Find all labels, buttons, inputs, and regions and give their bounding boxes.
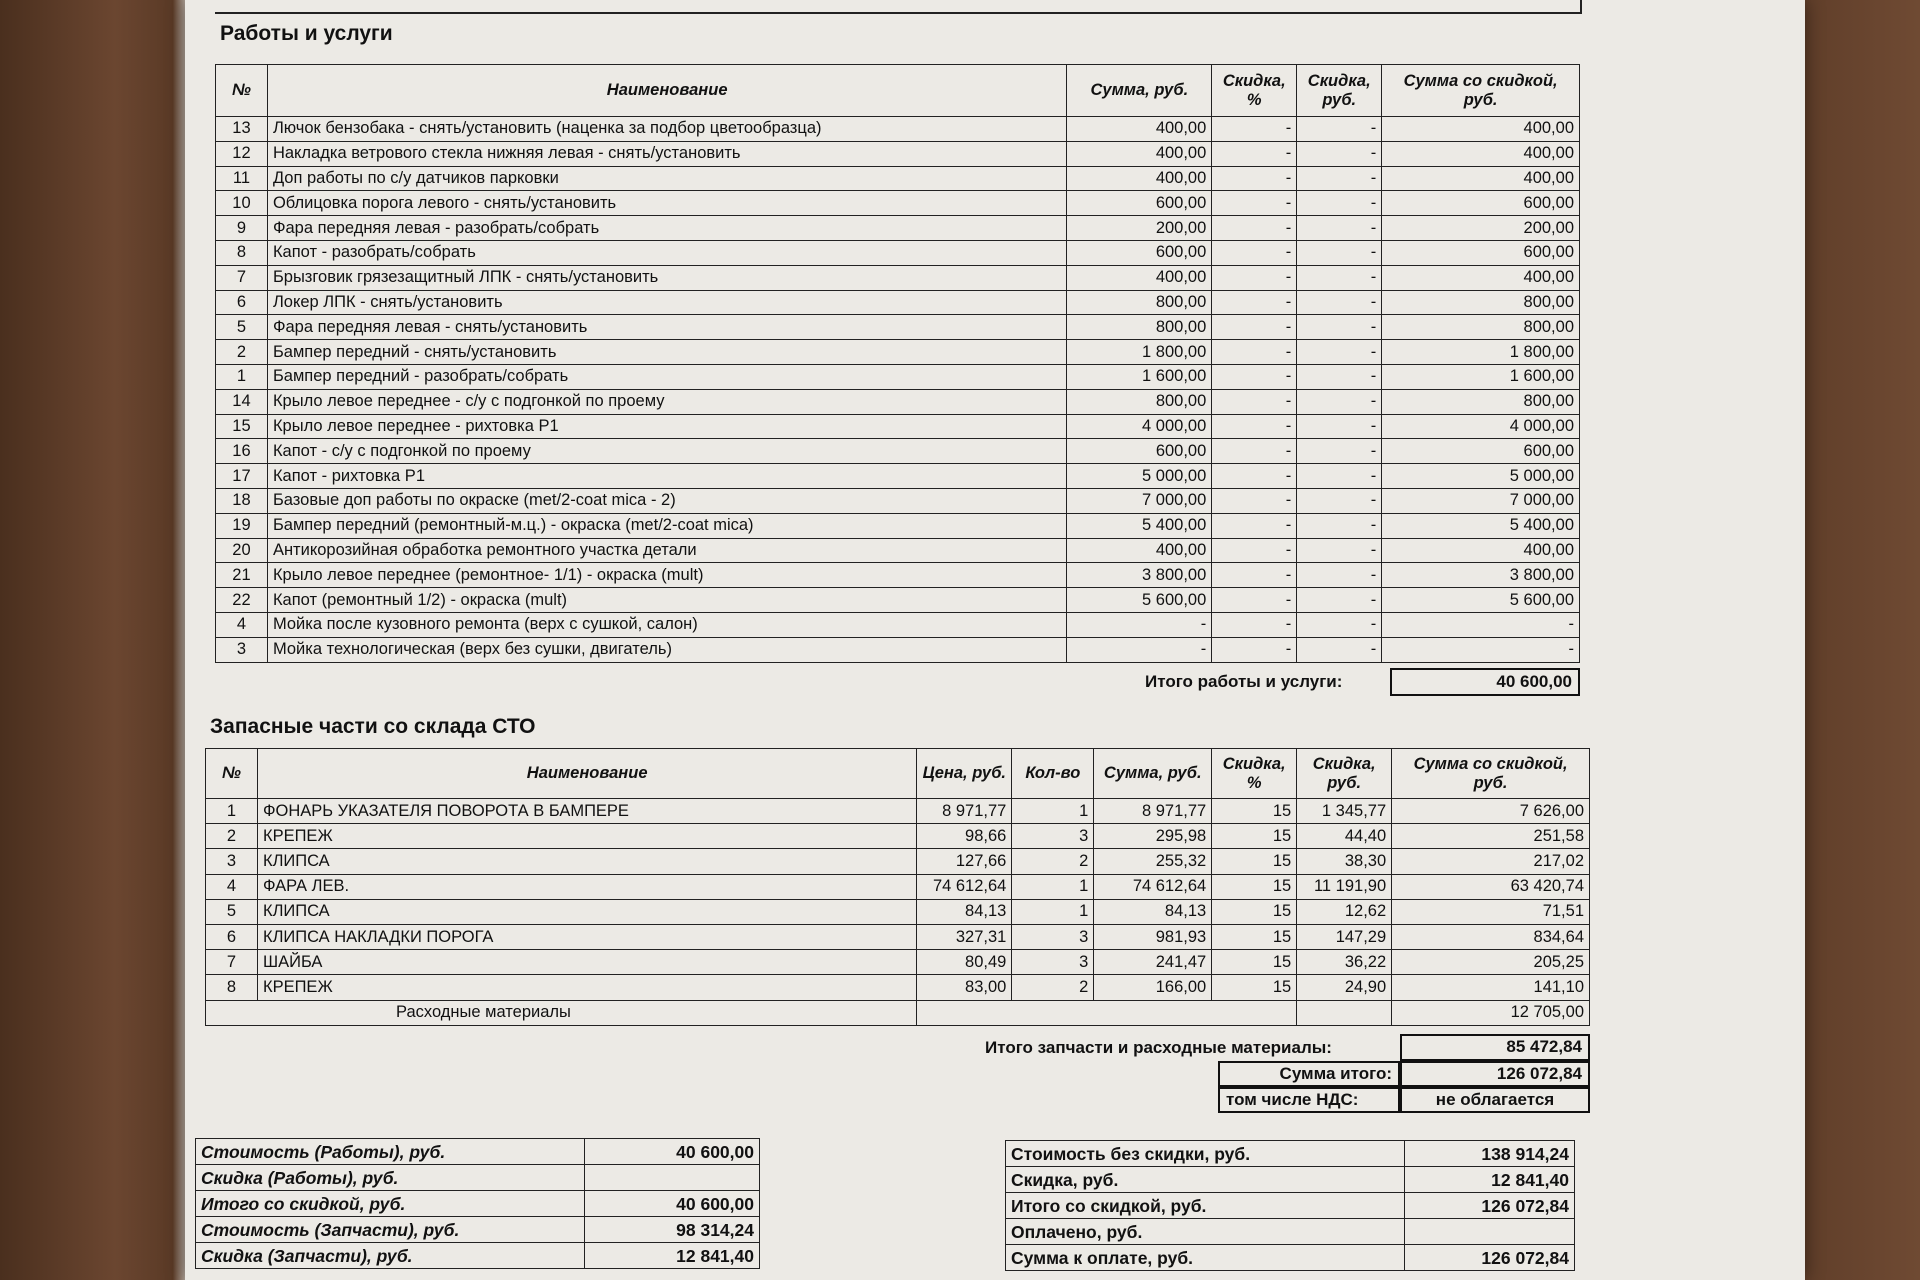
works-header-disc-rub: Скидка, руб. [1297,65,1382,117]
part-qty: 1 [1012,799,1094,824]
part-discount-pct: 15 [1212,824,1297,849]
work-sum: 5 600,00 [1067,588,1212,613]
summary-row [196,1139,760,1165]
work-discount-pct: - [1212,117,1297,142]
work-sum: 5 400,00 [1067,513,1212,538]
work-name: Фара передняя левая - разобрать/собрать [267,216,1066,241]
table-row [216,315,1580,340]
work-discount-rub: - [1297,513,1382,538]
table-row [216,166,1580,191]
work-sum: 3 800,00 [1067,563,1212,588]
row-number: 21 [216,563,268,588]
work-discount-rub: - [1297,166,1382,191]
part-price: 8 971,77 [917,799,1012,824]
parts-section-title: Запасные части со склада СТО [210,715,536,738]
part-price: 98,66 [917,824,1012,849]
part-qty: 3 [1012,824,1094,849]
part-discount-rub: 38,30 [1297,849,1392,874]
table-row [206,924,1590,949]
work-discount-rub: - [1297,439,1382,464]
summary-right-table [1005,1140,1575,1271]
part-discount-rub: 44,40 [1297,824,1392,849]
work-sum: 400,00 [1067,265,1212,290]
summary-value: 12 841,40 [1405,1167,1575,1193]
part-qty: 3 [1012,924,1094,949]
parts-header-disc-rub: Скидка, руб. [1297,749,1392,799]
row-number: 22 [216,588,268,613]
work-discount-pct: - [1212,364,1297,389]
work-discount-pct: - [1212,216,1297,241]
work-sum: 7 000,00 [1067,488,1212,513]
summary-row [1006,1167,1575,1193]
row-number: 4 [206,874,258,899]
table-row [216,364,1580,389]
table-row [216,588,1580,613]
work-name: Базовые доп работы по окраске (met/2-coat mica - 2) [267,488,1066,513]
work-discount-rub: - [1297,637,1382,662]
document-sheet [185,0,1805,1280]
row-number: 6 [216,290,268,315]
work-sum: 400,00 [1067,141,1212,166]
parts-header-name: Наименование [257,749,916,799]
part-sum: 84,13 [1094,899,1212,924]
part-discount-pct: 15 [1212,924,1297,949]
work-discount-rub: - [1297,315,1382,340]
work-name: Капот - рихтовка Р1 [267,464,1066,489]
part-total: 141,10 [1392,975,1590,1000]
table-row [216,464,1580,489]
table-row [206,799,1590,824]
work-total: 7 000,00 [1382,488,1580,513]
summary-row [1006,1141,1575,1167]
top-border [215,0,1582,14]
summary-value: 40 600,00 [585,1191,760,1217]
work-name: Капот - с/у с подгонкой по проему [267,439,1066,464]
part-name: КРЕПЕЖ [257,824,916,849]
work-name: Брызговик грязезащитный ЛПК - снять/установить [267,265,1066,290]
part-name: КЛИПСА НАКЛАДКИ ПОРОГА [257,924,916,949]
work-discount-pct: - [1212,166,1297,191]
work-total: 400,00 [1382,166,1580,191]
part-sum: 166,00 [1094,975,1212,1000]
work-discount-pct: - [1212,588,1297,613]
work-sum: 200,00 [1067,216,1212,241]
part-total: 217,02 [1392,849,1590,874]
work-sum: 600,00 [1067,439,1212,464]
work-total: 600,00 [1382,240,1580,265]
work-discount-pct: - [1212,340,1297,365]
table-row [216,290,1580,315]
work-name: Антикорозийная обработка ремонтного участка детали [267,538,1066,563]
table-row [216,191,1580,216]
work-discount-rub: - [1297,240,1382,265]
table-row [216,439,1580,464]
part-price: 80,49 [917,950,1012,975]
work-total: 400,00 [1382,141,1580,166]
work-discount-pct: - [1212,290,1297,315]
work-name: Капот - разобрать/собрать [267,240,1066,265]
row-number: 5 [206,899,258,924]
work-discount-pct: - [1212,191,1297,216]
parts-total-label: Итого запчасти и расходные материалы: [985,1038,1332,1057]
work-name: Капот (ремонтный 1/2) - окраска (mult) [267,588,1066,613]
summary-value: 12 841,40 [585,1243,760,1269]
work-name: Мойка технологическая (верх без сушки, двигатель) [267,637,1066,662]
part-discount-rub: 1 345,77 [1297,799,1392,824]
table-row [216,141,1580,166]
work-total: 1 600,00 [1382,364,1580,389]
parts-header-price: Цена, руб. [917,749,1012,799]
works-header-no: № [216,65,268,117]
work-name: Бампер передний (ремонтный-м.ц.) - окраска (met/2-coat mica) [267,513,1066,538]
work-discount-pct: - [1212,265,1297,290]
table-row [216,389,1580,414]
part-sum: 295,98 [1094,824,1212,849]
works-table [215,64,1580,663]
part-name: КРЕПЕЖ [257,975,916,1000]
work-total: 5 400,00 [1382,513,1580,538]
row-number: 14 [216,389,268,414]
work-total: 5 000,00 [1382,464,1580,489]
row-number: 10 [216,191,268,216]
parts-header-total: Сумма со скидкой, руб. [1392,749,1590,799]
row-number: 1 [216,364,268,389]
work-discount-rub: - [1297,117,1382,142]
part-price: 84,13 [917,899,1012,924]
work-discount-rub: - [1297,290,1382,315]
work-discount-pct: - [1212,612,1297,637]
part-price: 83,00 [917,975,1012,1000]
summary-label: Итого со скидкой, руб. [196,1191,585,1217]
row-number: 5 [216,315,268,340]
summary-value [585,1165,760,1191]
work-discount-pct: - [1212,414,1297,439]
work-discount-rub: - [1297,216,1382,241]
table-row [216,612,1580,637]
summary-value: 126 072,84 [1405,1245,1575,1271]
row-number: 19 [216,513,268,538]
part-discount-rub: 24,90 [1297,975,1392,1000]
table-row [216,414,1580,439]
part-qty: 2 [1012,975,1094,1000]
row-number: 9 [216,216,268,241]
part-total: 251,58 [1392,824,1590,849]
work-sum: 800,00 [1067,315,1212,340]
work-discount-pct: - [1212,464,1297,489]
part-name: КЛИПСА [257,849,916,874]
work-name: Крыло левое переднее (ремонтное- 1/1) - окраска (mult) [267,563,1066,588]
work-name: Бампер передний - разобрать/собрать [267,364,1066,389]
row-number: 13 [216,117,268,142]
summary-label: Скидка, руб. [1006,1167,1405,1193]
work-name: Фара передняя левая - снять/установить [267,315,1066,340]
part-discount-pct: 15 [1212,950,1297,975]
summary-label: Сумма к оплате, руб. [1006,1245,1405,1271]
summary-row [196,1165,760,1191]
part-total: 63 420,74 [1392,874,1590,899]
part-qty: 1 [1012,899,1094,924]
work-total: 5 600,00 [1382,588,1580,613]
work-name: Доп работы по с/у датчиков парковки [267,166,1066,191]
part-sum: 255,32 [1094,849,1212,874]
table-row [216,117,1580,142]
work-total: 800,00 [1382,315,1580,340]
table-row [206,975,1590,1000]
row-number: 2 [216,340,268,365]
part-discount-rub: 12,62 [1297,899,1392,924]
table-row [206,950,1590,975]
grand-total-value: 126 072,84 [1400,1061,1590,1087]
work-total: 800,00 [1382,389,1580,414]
part-price: 127,66 [917,849,1012,874]
part-discount-rub: 11 191,90 [1297,874,1392,899]
work-total: 600,00 [1382,439,1580,464]
work-sum: 400,00 [1067,166,1212,191]
row-number: 7 [206,950,258,975]
work-total: 400,00 [1382,538,1580,563]
work-name: Мойка после кузовного ремонта (верх с сушкой, салон) [267,612,1066,637]
work-sum: 400,00 [1067,117,1212,142]
row-number: 2 [206,824,258,849]
part-price: 74 612,64 [917,874,1012,899]
part-discount-pct: 15 [1212,799,1297,824]
row-number: 8 [216,240,268,265]
summary-label: Скидка (Работы), руб. [196,1165,585,1191]
part-name: ШАЙБА [257,950,916,975]
work-sum: 800,00 [1067,290,1212,315]
summary-value: 126 072,84 [1405,1193,1575,1219]
part-sum: 981,93 [1094,924,1212,949]
work-discount-rub: - [1297,464,1382,489]
row-number: 16 [216,439,268,464]
summary-label: Итого со скидкой, руб. [1006,1193,1405,1219]
part-sum: 8 971,77 [1094,799,1212,824]
part-qty: 2 [1012,849,1094,874]
part-sum: 241,47 [1094,950,1212,975]
work-name: Лючок бензобака - снять/установить (наценка за подбор цветообразца) [267,117,1066,142]
row-number: 7 [216,265,268,290]
work-total: 1 800,00 [1382,340,1580,365]
row-number: 3 [216,637,268,662]
work-discount-rub: - [1297,414,1382,439]
part-qty: 3 [1012,950,1094,975]
summary-row [1006,1219,1575,1245]
works-section-title: Работы и услуги [220,22,393,45]
table-row [206,874,1590,899]
row-number: 17 [216,464,268,489]
work-discount-rub: - [1297,364,1382,389]
work-name: Локер ЛПК - снять/установить [267,290,1066,315]
work-discount-pct: - [1212,315,1297,340]
work-name: Облицовка порога левого - снять/установить [267,191,1066,216]
parts-header-disc-pct: Скидка, % [1212,749,1297,799]
row-number: 18 [216,488,268,513]
consumables-value: 12 705,00 [1392,1000,1590,1025]
part-total: 71,51 [1392,899,1590,924]
work-discount-rub: - [1297,389,1382,414]
table-row [216,240,1580,265]
table-row [216,340,1580,365]
vat-label: том числе НДС: [1218,1087,1400,1113]
work-discount-rub: - [1297,191,1382,216]
work-total: - [1382,637,1580,662]
part-total: 834,64 [1392,924,1590,949]
work-discount-pct: - [1212,637,1297,662]
work-discount-pct: - [1212,538,1297,563]
part-total: 205,25 [1392,950,1590,975]
work-discount-rub: - [1297,538,1382,563]
work-total: 3 800,00 [1382,563,1580,588]
row-number: 4 [216,612,268,637]
work-total: - [1382,612,1580,637]
works-header-total: Сумма со скидкой, руб. [1382,65,1580,117]
work-discount-rub: - [1297,340,1382,365]
table-row [216,265,1580,290]
part-discount-rub: 36,22 [1297,950,1392,975]
work-sum: 400,00 [1067,538,1212,563]
work-sum: 1 600,00 [1067,364,1212,389]
row-number: 15 [216,414,268,439]
part-discount-pct: 15 [1212,849,1297,874]
part-total: 7 626,00 [1392,799,1590,824]
summary-label: Скидка (Запчасти), руб. [196,1243,585,1269]
work-total: 800,00 [1382,290,1580,315]
table-row [216,563,1580,588]
table-row [206,849,1590,874]
table-row [216,538,1580,563]
works-total-label: Итого работы и услуги: [1145,672,1343,691]
summary-value: 98 314,24 [585,1217,760,1243]
work-sum: 1 800,00 [1067,340,1212,365]
consumables-row [206,1000,1590,1025]
row-number: 3 [206,849,258,874]
work-sum: 600,00 [1067,191,1212,216]
part-discount-rub: 147,29 [1297,924,1392,949]
row-number: 8 [206,975,258,1000]
work-discount-rub: - [1297,563,1382,588]
summary-row [196,1217,760,1243]
work-total: 600,00 [1382,191,1580,216]
work-sum: 600,00 [1067,240,1212,265]
part-discount-pct: 15 [1212,874,1297,899]
summary-row [196,1243,760,1269]
work-name: Крыло левое переднее - с/у с подгонкой по проему [267,389,1066,414]
row-number: 1 [206,799,258,824]
work-discount-pct: - [1212,563,1297,588]
table-row [216,216,1580,241]
work-name: Накладка ветрового стекла нижняя левая - снять/установить [267,141,1066,166]
work-discount-pct: - [1212,141,1297,166]
summary-label: Стоимость без скидки, руб. [1006,1141,1405,1167]
work-name: Крыло левое переднее - рихтовка Р1 [267,414,1066,439]
part-name: КЛИПСА [257,899,916,924]
works-total-value: 40 600,00 [1390,668,1580,696]
summary-row [1006,1245,1575,1271]
table-row [216,513,1580,538]
row-number: 20 [216,538,268,563]
row-number: 6 [206,924,258,949]
summary-value: 40 600,00 [585,1139,760,1165]
part-price: 327,31 [917,924,1012,949]
work-discount-pct: - [1212,439,1297,464]
row-number: 12 [216,141,268,166]
parts-table [205,748,1590,1026]
work-discount-rub: - [1297,141,1382,166]
work-discount-rub: - [1297,588,1382,613]
works-header-name: Наименование [267,65,1066,117]
part-qty: 1 [1012,874,1094,899]
work-sum: - [1067,637,1212,662]
summary-left-table [195,1138,760,1269]
works-header-disc-pct: Скидка, % [1212,65,1297,117]
summary-row [196,1191,760,1217]
table-row [216,488,1580,513]
parts-header-qty: Кол-во [1012,749,1094,799]
consumables-label: Расходные материалы [206,1000,917,1025]
summary-value [1405,1219,1575,1245]
part-sum: 74 612,64 [1094,874,1212,899]
part-discount-pct: 15 [1212,899,1297,924]
summary-label: Оплачено, руб. [1006,1219,1405,1245]
table-row [216,637,1580,662]
works-header-sum: Сумма, руб. [1067,65,1212,117]
part-name: ФАРА ЛЕВ. [257,874,916,899]
vat-value: не облагается [1400,1087,1590,1113]
table-row [206,824,1590,849]
work-discount-pct: - [1212,389,1297,414]
work-discount-rub: - [1297,265,1382,290]
work-sum: - [1067,612,1212,637]
parts-total-value: 85 472,84 [1400,1034,1590,1061]
work-discount-rub: - [1297,488,1382,513]
summary-label: Стоимость (Работы), руб. [196,1139,585,1165]
work-sum: 5 000,00 [1067,464,1212,489]
work-total: 400,00 [1382,265,1580,290]
work-discount-pct: - [1212,513,1297,538]
work-sum: 800,00 [1067,389,1212,414]
work-total: 4 000,00 [1382,414,1580,439]
work-discount-pct: - [1212,488,1297,513]
row-number: 11 [216,166,268,191]
summary-value: 138 914,24 [1405,1141,1575,1167]
part-discount-pct: 15 [1212,975,1297,1000]
parts-header-no: № [206,749,258,799]
summary-row [1006,1193,1575,1219]
grand-total-label: Сумма итого: [1218,1061,1400,1087]
work-discount-pct: - [1212,240,1297,265]
table-row [206,899,1590,924]
summary-label: Стоимость (Запчасти), руб. [196,1217,585,1243]
parts-header-sum: Сумма, руб. [1094,749,1212,799]
work-name: Бампер передний - снять/установить [267,340,1066,365]
part-name: ФОНАРЬ УКАЗАТЕЛЯ ПОВОРОТА В БАМПЕРЕ [257,799,916,824]
work-sum: 4 000,00 [1067,414,1212,439]
work-discount-rub: - [1297,612,1382,637]
work-total: 200,00 [1382,216,1580,241]
work-total: 400,00 [1382,117,1580,142]
